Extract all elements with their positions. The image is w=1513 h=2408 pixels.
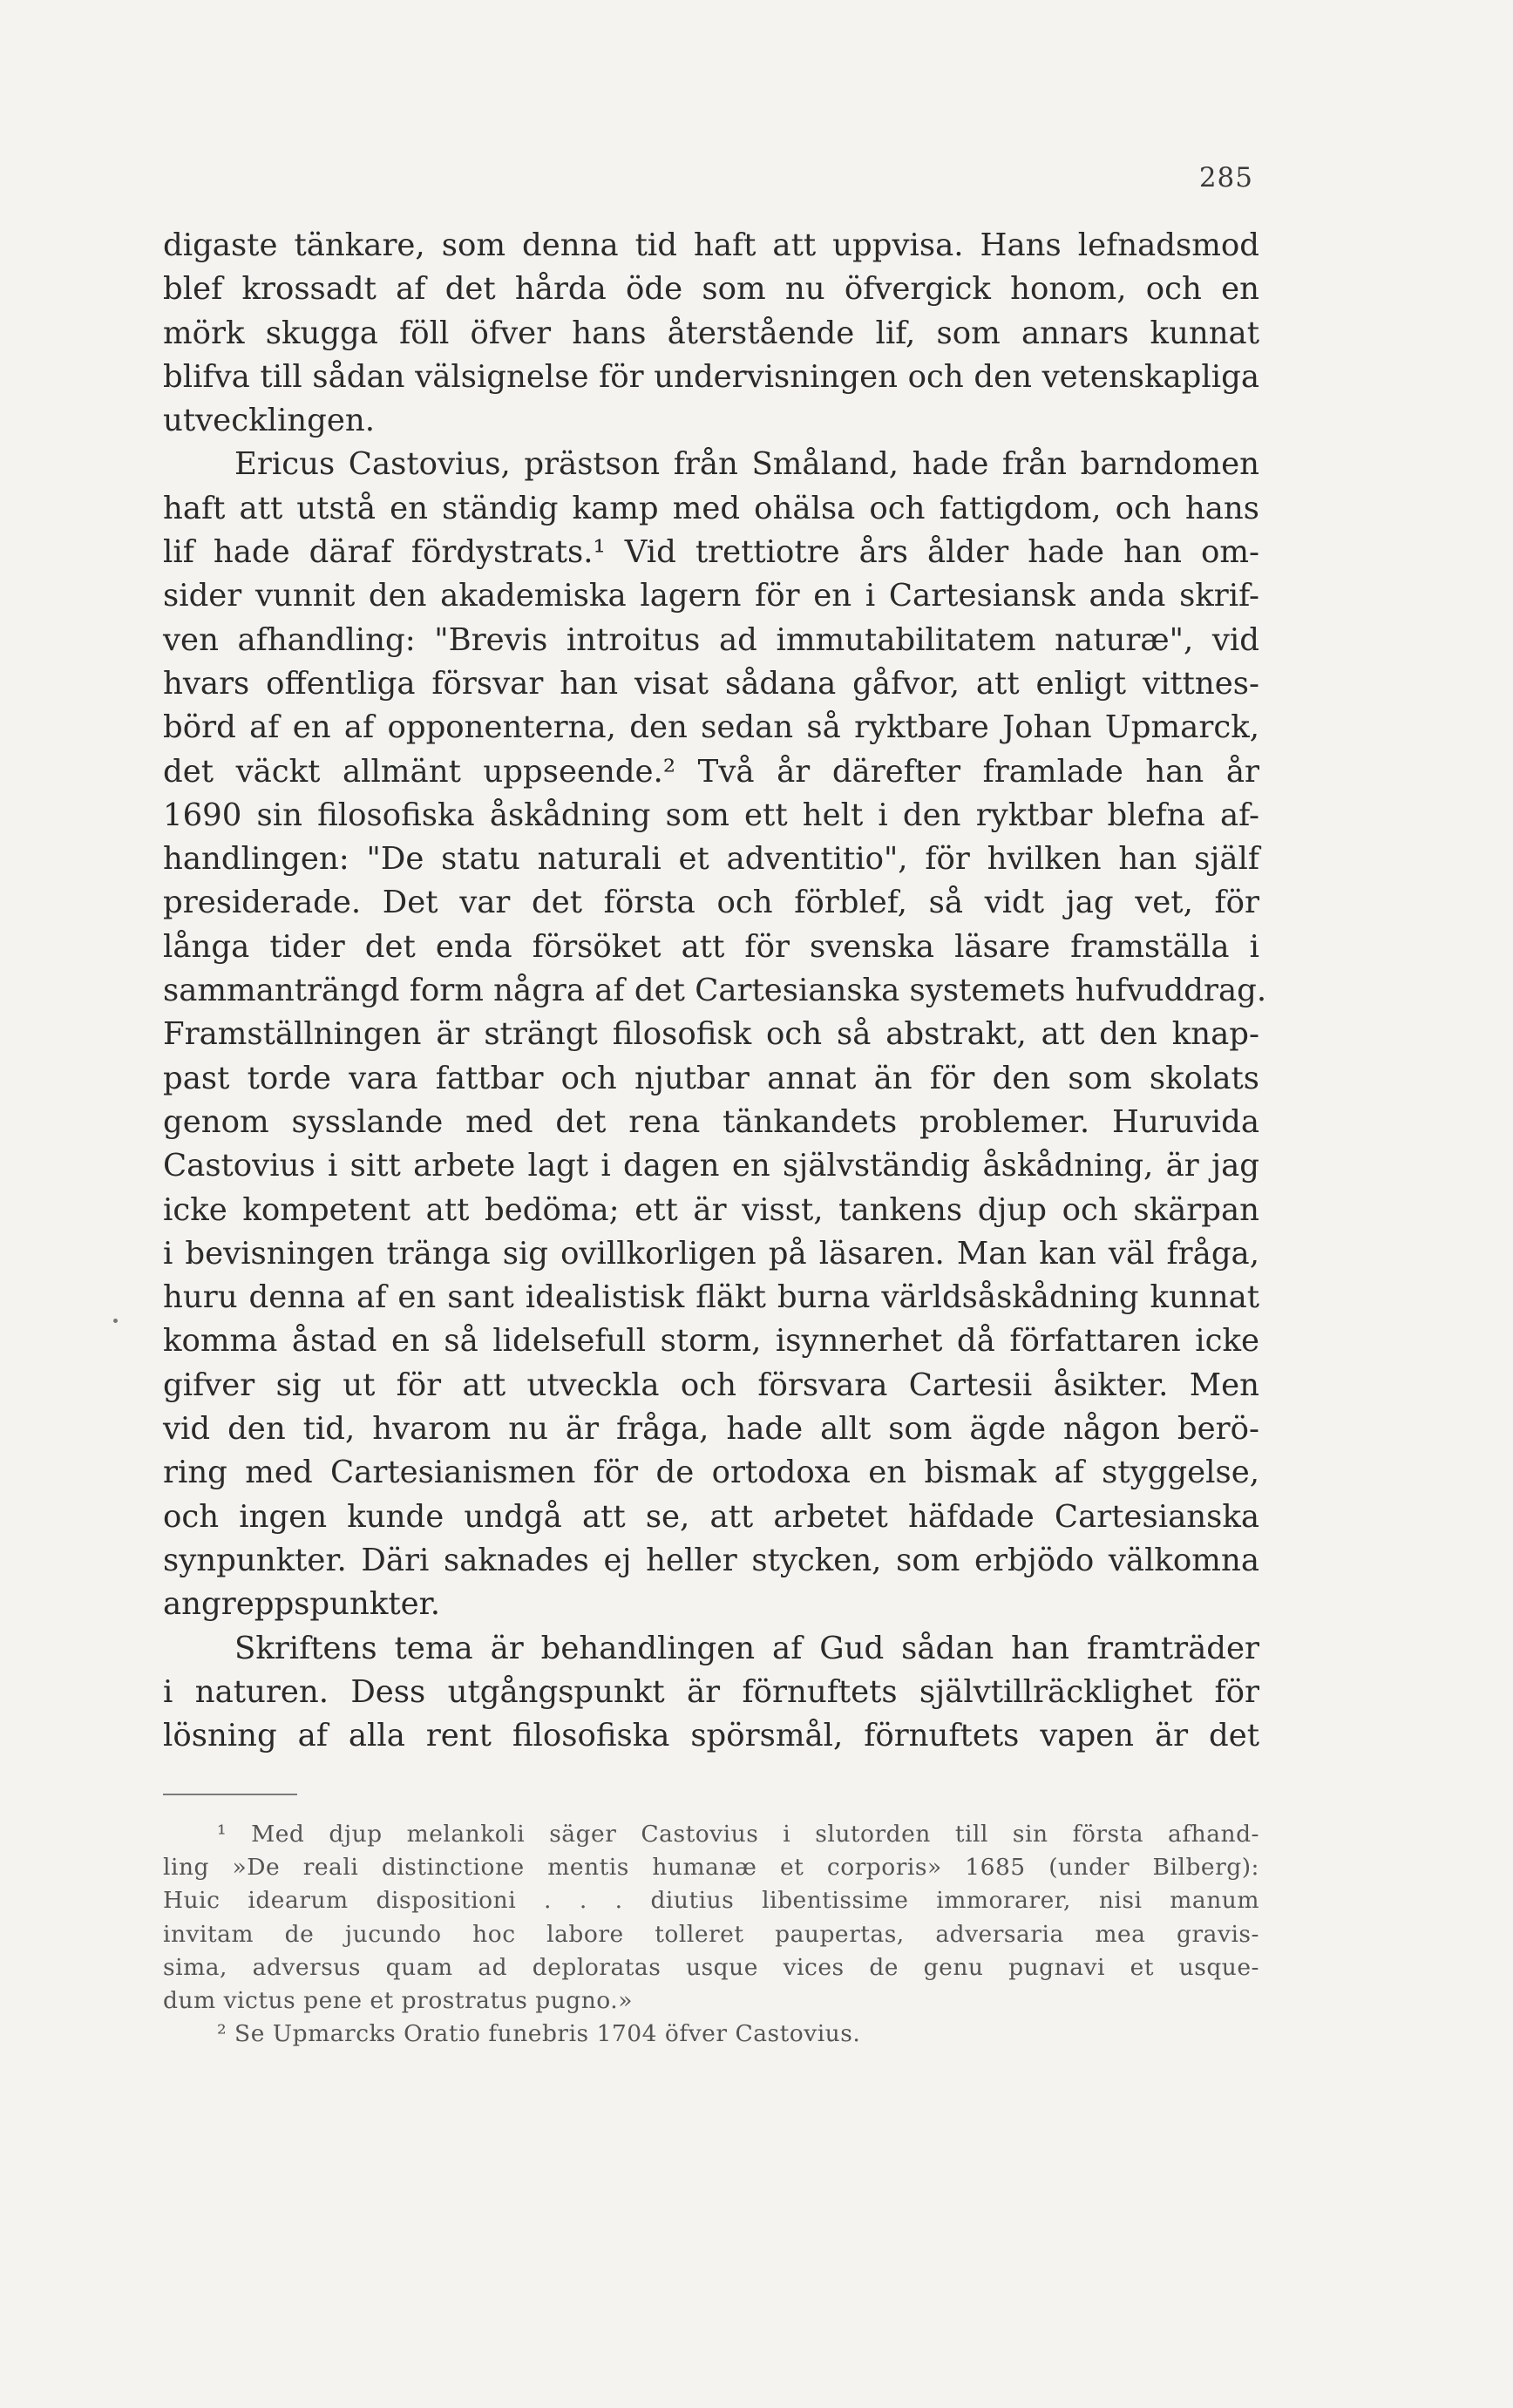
text-line: mörk skugga föll öfver hans återstående lif, som annars kunnat [163, 315, 1259, 351]
text-line: Skriftens tema är behandlingen af Gud sådan han framträder [234, 1630, 1259, 1666]
footnote-line: Huic idearum dispositioni . . . diutius libentissime immorarer, nisi manum [163, 1887, 1259, 1915]
text-line: Ericus Castovius, prästson från Småland, hade från barndomen [234, 446, 1259, 483]
text-line: angreppspunkter. [163, 1586, 440, 1623]
text-line: utvecklingen. [163, 403, 376, 439]
footnote-line: ¹ Med djup melankoli säger Castovius i slutorden till sin första afhand- [217, 1821, 1259, 1848]
text-line: lif hade däraf fördystrats.¹ Vid trettiotre års ålder hade han om- [163, 534, 1259, 571]
text-line: handlingen: "De statu naturali et adventitio", för hvilken han själf [163, 841, 1259, 878]
text-line: det väckt allmänt uppseende.² Två år därefter framlade han år [163, 753, 1259, 790]
text-line: vid den tid, hvarom nu är fråga, hade allt som ägde någon berö- [163, 1411, 1259, 1448]
page-number: 285 [1198, 162, 1253, 193]
footnote-line: dum victus pene et prostratus pugno.» [163, 1986, 633, 2014]
text-line: genom sysslande med det rena tänkandets problemer. Huruvida [163, 1103, 1259, 1140]
text-line: Castovius i sitt arbete lagt i dagen en självständig åskådning, är jag [163, 1148, 1259, 1184]
text-line: sider vunnit den akademiska lagern för en i Cartesiansk anda skrif- [163, 578, 1259, 614]
footnote-separator [163, 1794, 297, 1795]
text-line: börd af en af opponenterna, den sedan så ryktbare Johan Upmarck, [163, 709, 1259, 746]
text-line: hvars offentliga försvar han visat sådana gåfvor, att enligt vittnes- [163, 665, 1259, 702]
footnote-line: ² Se Upmarcks Oratio funebris 1704 öfver Castovius. [217, 2020, 861, 2048]
text-line: haft att utstå en ständig kamp med ohälsa och fattigdom, och hans [163, 490, 1259, 526]
footnote-line: invitam de jucundo hoc labore tolleret paupertas, adversaria mea gravis- [163, 1920, 1259, 1948]
text-line: huru denna af en sant idealistisk fläkt burna världsåskådning kunnat [163, 1279, 1259, 1316]
text-line: sammanträngd form några af det Cartesianska systemets hufvuddrag. [163, 973, 1267, 1009]
text-line: ven afhandling: "Brevis introitus ad immutabilitatem naturæ", vid [163, 621, 1259, 658]
text-line: långa tider det enda försöket att för svenska läsare framställa i [163, 928, 1259, 965]
footnote-line: sima, adversus quam ad deploratas usque vices de genu pugnavi et usque- [163, 1953, 1259, 1981]
footnote-line: ling »De reali distinctione mentis humanæ et corporis» 1685 (under Bilberg): [163, 1854, 1259, 1882]
main-body-text [163, 224, 1267, 1758]
text-line: past torde vara fattbar och njutbar annat än för den som skolats [163, 1060, 1259, 1096]
text-line: gifver sig ut för att utveckla och försvara Cartesii åsikter. Men [163, 1367, 1259, 1403]
footnotes [163, 1818, 1259, 2051]
margin-speck [113, 1319, 118, 1323]
text-line: blef krossadt af det hårda öde som nu öfvergick honom, och en [163, 271, 1259, 308]
text-line: i bevisningen tränga sig ovillkorligen på läsaren. Man kan väl fråga, [163, 1235, 1259, 1272]
text-line: och ingen kunde undgå att se, att arbetet häfdade Cartesianska [163, 1498, 1259, 1535]
text-line: digaste tänkare, som denna tid haft att uppvisa. Hans lefnadsmod [163, 227, 1259, 263]
text-line: i naturen. Dess utgångspunkt är förnuftets självtillräcklighet för [163, 1673, 1259, 1710]
text-line: synpunkter. Däri saknades ej heller stycken, som erbjödo välkomna [163, 1542, 1259, 1578]
text-line: 1690 sin filosofiska åskådning som ett helt i den ryktbar blefna af- [163, 797, 1259, 833]
text-line: Framställningen är strängt filosofisk och så abstrakt, att den knap- [163, 1016, 1259, 1053]
text-line: presiderade. Det var det första och förblef, så vidt jag vet, för [163, 885, 1259, 921]
text-line: icke kompetent att bedöma; ett är visst, tankens djup och skärpan [163, 1191, 1259, 1228]
text-line: komma åstad en så lidelsefull storm, isynnerhet då författaren icke [163, 1323, 1259, 1360]
text-line: lösning af alla rent filosofiska spörsmål, förnuftets vapen är det [163, 1718, 1259, 1754]
text-line: blifva till sådan välsignelse för undervisningen och den vetenskapliga [163, 358, 1259, 395]
text-line: ring med Cartesianismen för de ortodoxa en bismak af styggelse, [163, 1455, 1259, 1491]
